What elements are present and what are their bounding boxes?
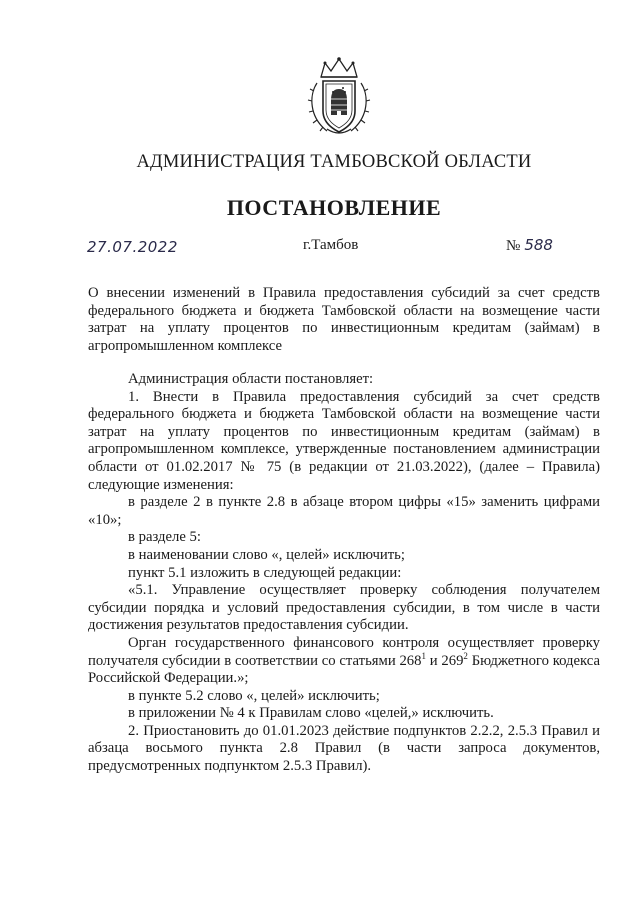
body-paragraph-4: в наименовании слово «, целей» исключить;	[128, 546, 405, 563]
number-value: 588	[524, 236, 553, 254]
body-paragraph-7-part-c: Бюджетного кодекса Российской Федерации.»;	[88, 652, 600, 687]
article-superscript-1: 1	[421, 650, 426, 661]
body-paragraph-3: в разделе 5:	[128, 529, 201, 546]
article-superscript-2: 2	[463, 650, 468, 661]
body-paragraph-5: пункт 5.1 изложить в следующей редакции:	[128, 564, 402, 581]
body-paragraph-8: в пункте 5.2 слово «, целей» исключить;	[128, 687, 380, 704]
document-type-title: ПОСТАНОВЛЕНИЕ	[226, 195, 442, 220]
body-paragraph-7-part-b: и 269	[425, 652, 464, 669]
body-paragraph-7-part-a: Орган государственного финансового контроля осуществляет проверку получателя субсидии в соответствии со статьями 268	[88, 634, 600, 669]
tambov-coat-of-arms-icon	[307, 55, 371, 139]
body-paragraph-10: 2. Приостановить до 01.01.2023 действие подпунктов 2.2.2, 2.5.3 Правил и абзаца восьмого пункта 2.8 Правил (в части запроса документов, предусмотренных подпунктом 2.5.3 Правил).	[88, 722, 600, 775]
document-number	[506, 236, 553, 255]
body-paragraph-1: 1. Внести в Правила предоставления субсидий за счет средств федерального бюджета и бюджета Тамбовской области на возмещение части затрат на уплату процентов по инвестиционным кредитам (займам) в агропромышленном комплексе, утвержденные постановлением администрации области от 01.02.2017 № 75 (в редакции от 21.03.2022), (далее – Правила) следующие изменения:	[88, 388, 600, 493]
body-paragraph-6: «5.1. Управление осуществляет проверку соблюдения получателем субсидии порядка и условий предоставления субсидии, в том числе в части достижения результатов предоставления субсидии.	[88, 582, 600, 634]
body-paragraph-9: в приложении № 4 к Правилам слово «целей,» исключить.	[128, 705, 494, 722]
document-city: г.Тамбов	[303, 237, 359, 253]
body-paragraph-7	[88, 635, 600, 688]
number-label: №	[506, 238, 521, 254]
document-date: 27.07.2022	[87, 238, 178, 256]
body-paragraph-2: в разделе 2 в пункте 2.8 в абзаце втором цифры «15» заменить цифрами «10»;	[88, 494, 600, 528]
document-body	[88, 371, 600, 776]
organization-name: АДМИНИСТРАЦИЯ ТАМБОВСКОЙ ОБЛАСТИ	[136, 152, 532, 172]
body-intro: Администрация области постановляет:	[128, 371, 374, 387]
document-subject: О внесении изменений в Правила предоставления субсидий за счет средств федерального бюджета и бюджета Тамбовской области на возмещение части затрат на уплату процентов по инвестиционным кредитам (займам) в агропромышленном комплексе	[88, 285, 600, 354]
